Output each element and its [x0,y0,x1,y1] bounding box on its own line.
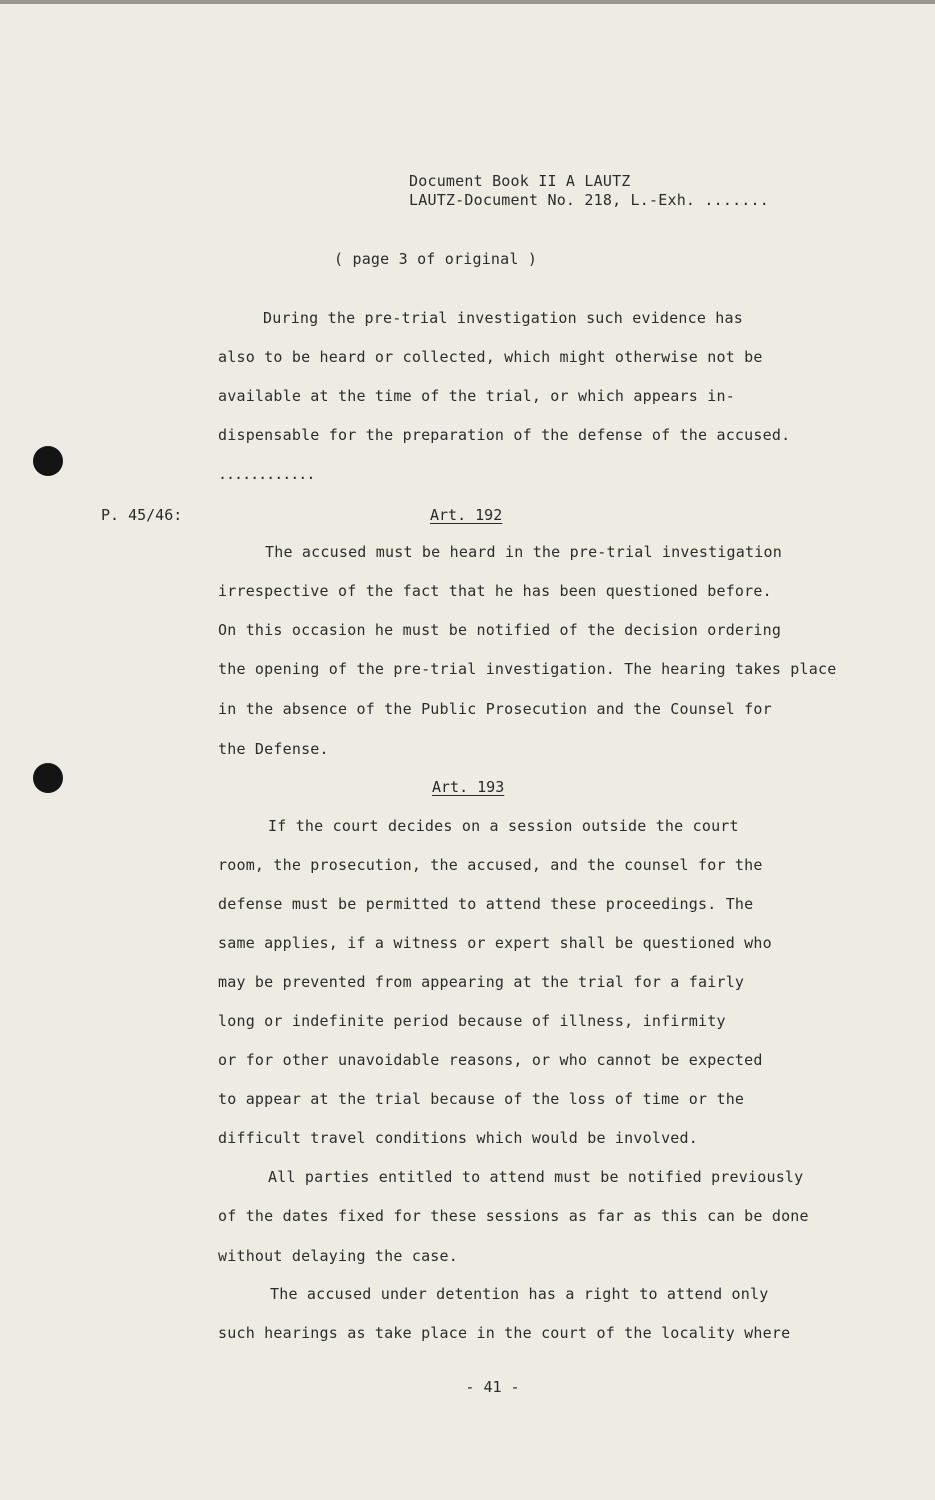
article-193-line: room, the prosecution, the accused, and the counsel for the [218,856,763,874]
page-top-edge [0,0,935,4]
article-193-line: of the dates fixed for these sessions as far as this can be done [218,1207,809,1225]
article-193-line: may be prevented from appearing at the trial for a fairly [218,973,745,991]
article-193-line: All parties entitled to attend must be notified previously [268,1168,804,1186]
article-193-line: same applies, if a witness or expert shall be questioned who [218,934,772,952]
article-193-line: without delaying the case. [218,1247,458,1265]
punch-hole-top [33,446,63,476]
article-193-line: long or indefinite period because of illness, infirmity [218,1012,726,1030]
header-line-1: Document Book II A LAUTZ [409,172,631,190]
paragraph-1-line: dispensable for the preparation of the defense of the accused. [218,426,791,444]
paragraph-1-line: available at the time of the trial, or which appears in- [218,387,735,405]
article-192-line: The accused must be heard in the pre-trial investigation [265,543,782,561]
header-line-2: LAUTZ-Document No. 218, L.-Exh. ....... [409,191,769,209]
page-number: - 41 - [465,1378,520,1396]
article-192-line: in the absence of the Public Prosecution and the Counsel for [218,700,772,718]
article-193-line: defense must be permitted to attend these proceedings. The [218,895,754,913]
paragraph-1-line: also to be heard or collected, which might otherwise not be [218,348,763,366]
article-193-line: to appear at the trial because of the loss of time or the [218,1090,745,1108]
margin-reference: P. 45/46: [101,506,183,524]
article-192-line: the Defense. [218,740,329,758]
article-192-line: irrespective of the fact that he has been questioned before. [218,582,772,600]
page-of-original: ( page 3 of original ) [334,250,538,268]
article-193-line: or for other unavoidable reasons, or who cannot be expected [218,1051,763,1069]
article-192-line: On this occasion he must be notified of the decision ordering [218,621,782,639]
article-192-line: the opening of the pre-trial investigation. The hearing takes place [218,660,837,678]
article-193-line: The accused under detention has a right to attend only [270,1285,769,1303]
ellipsis-separator: ............ [218,465,315,483]
article-192-heading: Art. 192 [430,506,503,524]
article-193-line: such hearings as take place in the court of the locality where [218,1324,791,1342]
article-193-heading: Art. 193 [432,778,505,796]
article-193-line: difficult travel conditions which would be involved. [218,1129,698,1147]
article-193-line: If the court decides on a session outside the court [268,817,739,835]
paragraph-1-line: During the pre-trial investigation such evidence has [263,309,743,327]
punch-hole-bottom [33,763,63,793]
